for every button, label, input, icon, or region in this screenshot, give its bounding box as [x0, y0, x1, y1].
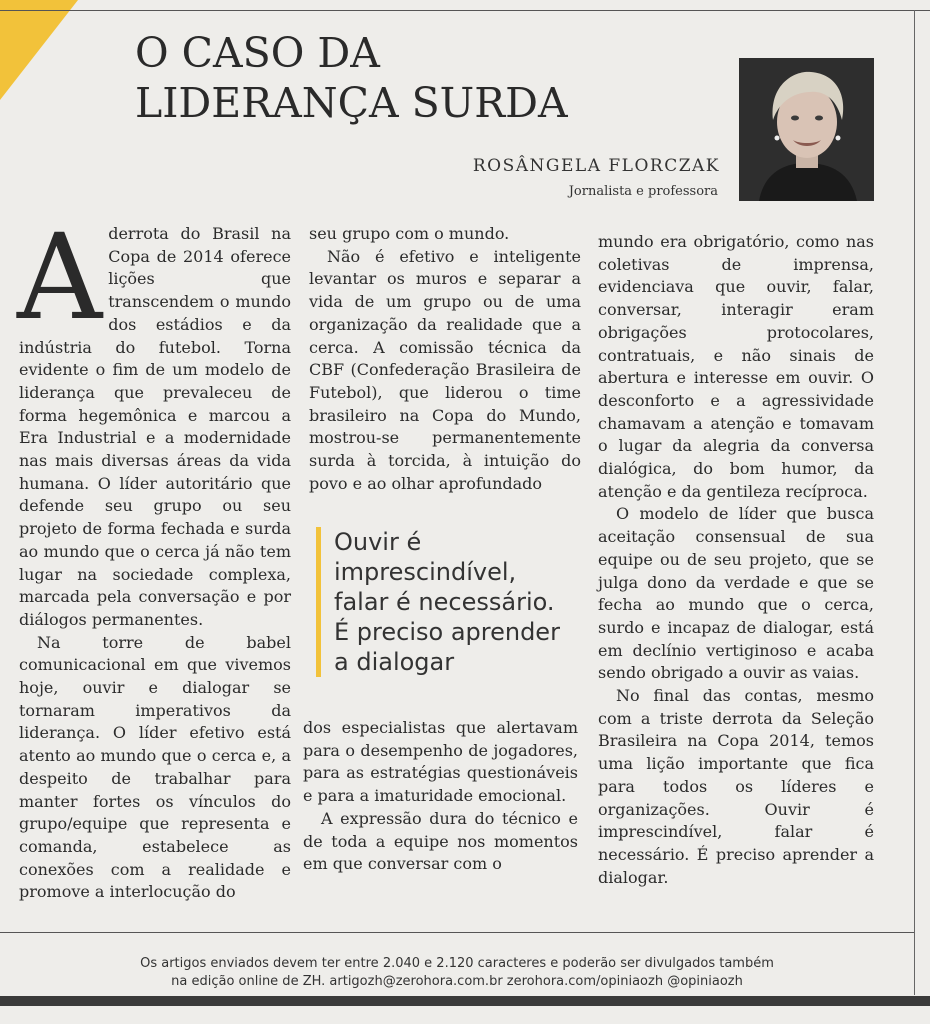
pull-quote-line: a dialogar — [334, 648, 455, 676]
article-column-2 — [309, 223, 581, 495]
submission-footer — [0, 955, 914, 991]
pull-quote-line: imprescindível, — [334, 558, 517, 586]
title-line-2: LIDERANÇA SURDA — [135, 79, 568, 127]
section-corner-tab — [0, 0, 78, 100]
paragraph-3-end: dos especialistas que alertavam para o desempenho de jogadores, para as estratégias questionáveis e para a imaturidade emocional. — [303, 718, 578, 806]
pull-quote-line: falar é necessário. — [334, 588, 555, 616]
drop-cap: A — [17, 208, 103, 346]
pull-quote — [316, 527, 586, 685]
article-title — [135, 28, 695, 128]
pull-quote-bar — [316, 527, 321, 677]
article-column-3 — [598, 231, 874, 889]
author-role: Jornalista e professora — [568, 184, 718, 199]
paragraph-2: Na torre de babel comunicacional em que vivemos hoje, ouvir e dialogar se tornaram imperativos da liderança. O líder efetivo está atento ao mundo que o cerca e, a despeito de trabalhar para manter fortes os vínculos do grupo/equipe que representa e comanda, estabelece as conexões com a realidade e promove a interlocução do — [19, 632, 291, 902]
paragraph-4: A expressão dura do técnico e de toda a equipe nos momentos em que conversar com o — [303, 808, 578, 874]
footer-line-2: na edição online de ZH. artigozh@zerohora.com.br zerohora.com/opiniaozh @opiniaozh — [171, 974, 743, 989]
pull-quote-line: É preciso aprender — [334, 618, 560, 646]
article-column-2-lower — [303, 717, 578, 876]
bottom-bar — [0, 996, 930, 1006]
top-rule — [0, 10, 930, 11]
paragraph-6: No final das contas, mesmo com a triste derrota da Seleção Brasileira na Copa 2014, temos uma lição importante que fica para todos os líderes e organizações. Ouvir é imprescindível, falar é necessário. É preciso aprender a dialogar. — [598, 686, 874, 887]
pull-quote-text — [334, 527, 594, 677]
paragraph-5: O modelo de líder que busca aceitação consensual de sua equipe ou de seu projeto, que se julga dono da verdade e que se fecha ao mundo que o cerca, surdo e incapaz de dialogar, está em declínio vertiginoso e acaba sendo obrigado a ouvir as vaias. — [598, 504, 874, 683]
title-line-1: O CASO DA — [135, 29, 380, 77]
paragraph-1: derrota do Brasil na Copa de 2014 oferece lições que transcendem o mundo dos estádios e da indústria do futebol. Torna evidente o fim de um modelo de liderança que prevaleceu de forma hegemônica e marcou a Era Industrial e a modernidade nas mais diversas áreas da vida humana. O líder autoritário que defende seu grupo ou seu projeto de forma fechada e surda ao mundo que o cerca já não tem lugar na sociedade complexa, marcada pela conversação e por diálogos permanentes. — [19, 224, 291, 629]
article-column-1 — [17, 208, 291, 904]
footer-line-1: Os artigos enviados devem ter entre 2.040 e 2.120 caracteres e poderão ser divulgados também — [140, 956, 774, 971]
pull-quote-line: Ouvir é — [334, 528, 422, 556]
paragraph-3: Não é efetivo e inteligente levantar os muros e separar a vida de um grupo ou de uma organização da realidade que a cerca. A comissão técnica da CBF (Confederação Brasileira de Futebol), que liderou o time brasileiro na Copa do Mundo, mostrou-se permanentemente surda à torcida, à intuição do povo e ao olhar aprofundado — [309, 246, 581, 493]
paragraph-2-end: seu grupo com o mundo. — [309, 224, 510, 243]
author-photo-icon — [739, 58, 874, 201]
side-rule — [914, 10, 915, 995]
author-portrait — [739, 58, 874, 201]
paragraph-4-end: mundo era obrigatório, como nas coletivas de imprensa, evidenciava que ouvir, falar, conversar, interagir eram obrigações protocolares, contratuais, e não sinais de abertura e interesse em ouvir. O desconforto e a agressividade chamavam a atenção e tomavam o lugar da alegria da conversa dialógica, do bom humor, da atenção e da gentileza recíproca. — [598, 232, 874, 501]
bottom-rule — [0, 932, 914, 933]
author-name: ROSÂNGELA FLORCZAK — [472, 156, 720, 176]
